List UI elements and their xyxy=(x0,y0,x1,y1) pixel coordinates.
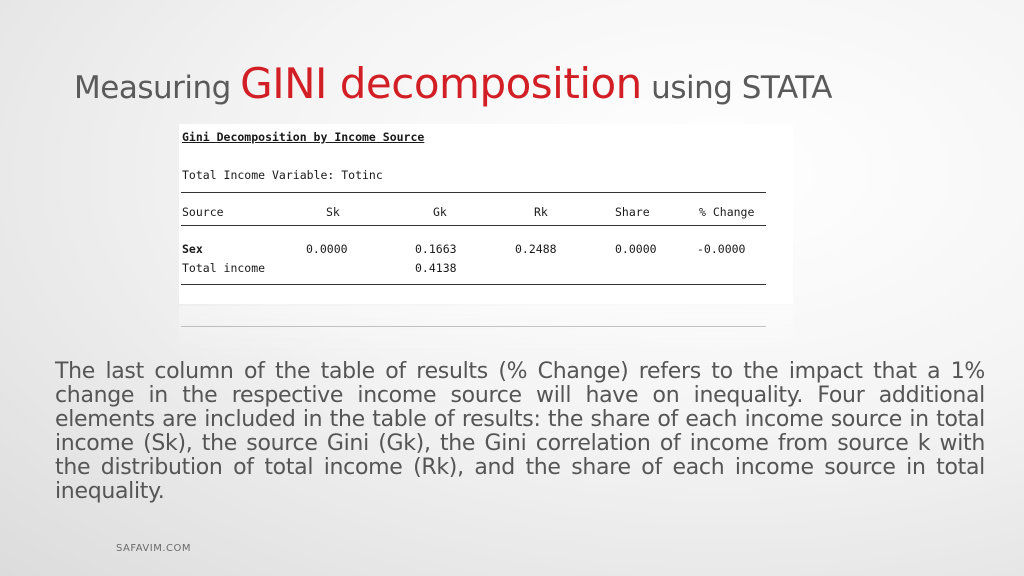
row-sex-sk: 0.0000 xyxy=(306,242,348,256)
title-emphasis: GINI decomposition xyxy=(240,59,642,108)
slide-title xyxy=(74,54,974,118)
row-sex-share: 0.0000 xyxy=(615,242,657,256)
col-header-rk: Rk xyxy=(534,205,548,219)
footer-source: SAFAVIM.COM xyxy=(116,543,191,554)
reflection-rule xyxy=(181,326,766,327)
col-header-change: % Change xyxy=(699,205,755,219)
table-reflection xyxy=(179,306,793,356)
col-header-sk: Sk xyxy=(326,205,340,219)
row-sex-rk: 0.2488 xyxy=(515,242,557,256)
row-sex-gk: 0.1663 xyxy=(415,242,457,256)
stata-output-image xyxy=(179,124,793,304)
body-paragraph: The last column of the table of results (% Change) refers to the impact that a 1% change in the respective income source will have on inequality. Four additional elements are included in the table of results: the share of each income source in total income (Sk), the source Gini (Gk), the Gini correlation of income from source k with the distribution of total income (Rk), and the share of each income source in total inequality. xyxy=(55,359,985,504)
col-header-source: Source xyxy=(182,205,224,219)
table-rule-top xyxy=(181,192,766,193)
table-rule-bottom xyxy=(181,284,766,285)
title-prefix: Measuring xyxy=(74,70,241,106)
stata-header: Gini Decomposition by Income Source xyxy=(182,130,425,144)
row-total-source: Total income xyxy=(182,261,266,275)
row-sex-source: Sex xyxy=(182,242,203,256)
stata-variable-line: Total Income Variable: Totinc xyxy=(182,168,383,182)
row-sex-change: -0.0000 xyxy=(697,242,746,256)
title-suffix: using STATA xyxy=(641,70,832,106)
col-header-share: Share xyxy=(615,205,650,219)
row-total-gk: 0.4138 xyxy=(415,261,457,275)
col-header-gk: Gk xyxy=(433,205,447,219)
table-rule-mid xyxy=(181,225,766,226)
